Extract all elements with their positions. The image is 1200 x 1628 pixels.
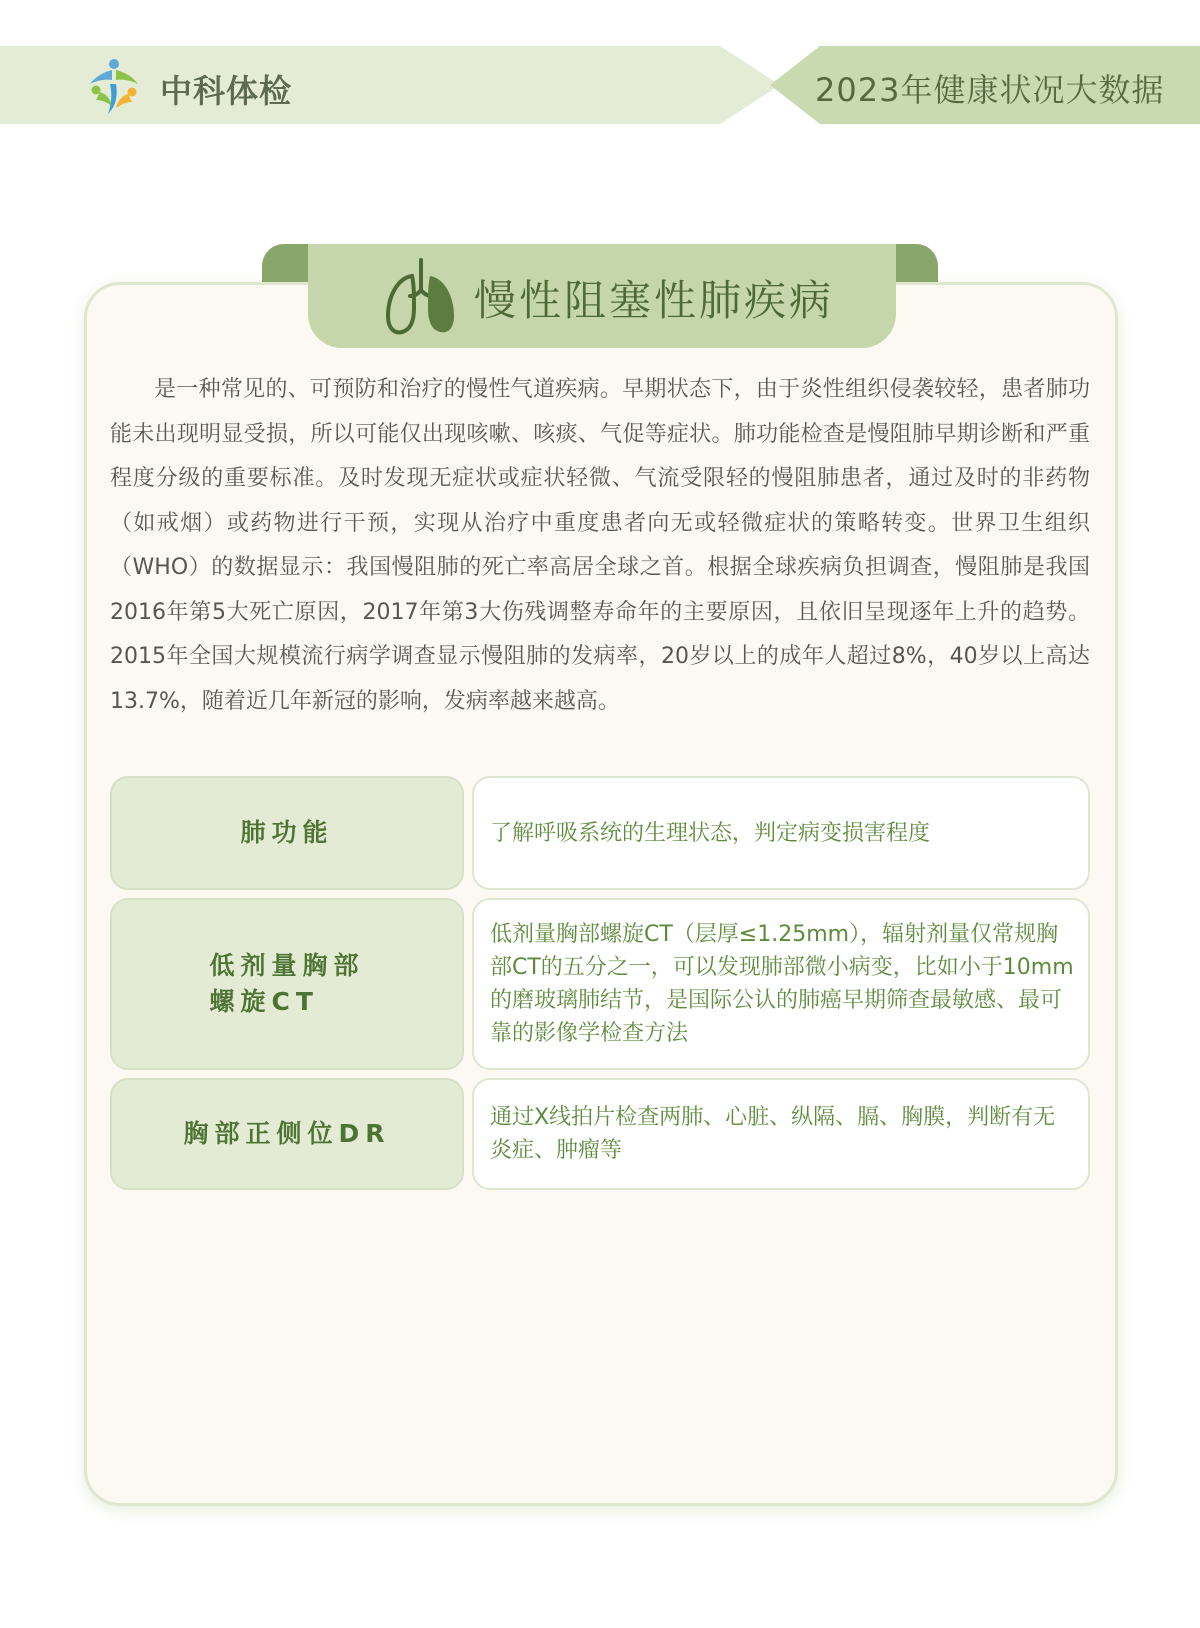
exam-name-cell	[110, 898, 464, 1070]
exam-desc: 低剂量胸部螺旋CT（层厚≤1.25mm），辐射剂量仅常规胸部CT的五分之一，可以发现肺部微小病变，比如小于10mm的磨玻璃肺结节，是国际公认的肺癌早期筛查最敏感、最可靠的影像学检查方法	[490, 922, 1074, 1046]
exam-row	[110, 1078, 1090, 1190]
exam-name-cell	[110, 776, 464, 890]
exam-desc-cell	[472, 898, 1090, 1070]
exam-desc-cell	[472, 776, 1090, 890]
exam-name: 胸部正侧位DR	[183, 1119, 391, 1148]
exam-name: 低剂量胸部 螺旋CT	[209, 951, 365, 1016]
brand-name: 中科体检	[160, 72, 293, 110]
exam-row	[110, 776, 1090, 890]
exam-name-cell	[110, 1078, 464, 1190]
exam-desc-cell	[472, 1078, 1090, 1190]
exam-row	[110, 898, 1090, 1070]
exam-desc: 通过X线拍片检查两肺、心脏、纵隔、膈、胸膜，判断有无炎症、肿瘤等	[490, 1105, 1056, 1163]
exam-name: 肺功能	[240, 818, 334, 847]
lung-icon	[382, 256, 460, 338]
exam-desc: 了解呼吸系统的生理状态，判定病变损害程度	[490, 820, 931, 846]
intro-paragraph: 是一种常见的、可预防和治疗的慢性气道疾病。早期状态下，由于炎性组织侵袭较轻，患者肺功能未出现明显受损，所以可能仅出现咳嗽、咳痰、气促等症状。肺功能检查是慢阻肺早期诊断和严重程度分级的重要标准。及时发现无症状或症状轻微、气流受限轻的慢阻肺患者，通过及时的非药物（如戒烟）或药物进行干预，实现从治疗中重度患者向无或轻微症状的策略转变。世界卫生组织（WHO）的数据显示：我国慢阻肺的死亡率高居全球之首。根据全球疾病负担调查，慢阻肺是我国2016年第5大死亡原因，2017年第3大伤残调整寿命年的主要原因，且依旧呈现逐年上升的趋势。2015年全国大规模流行病学调查显示慢阻肺的发病率，20岁以上的成年人超过8%，40岁以上高达13.7%，随着近几年新冠的影响，发病率越来越高。	[110, 377, 1090, 714]
section-title: 慢性阻塞性肺疾病	[474, 276, 835, 325]
brand-logo-icon	[82, 54, 146, 118]
report-title: 2023年健康状况大数据	[815, 71, 1165, 109]
page-header	[0, 46, 1200, 124]
